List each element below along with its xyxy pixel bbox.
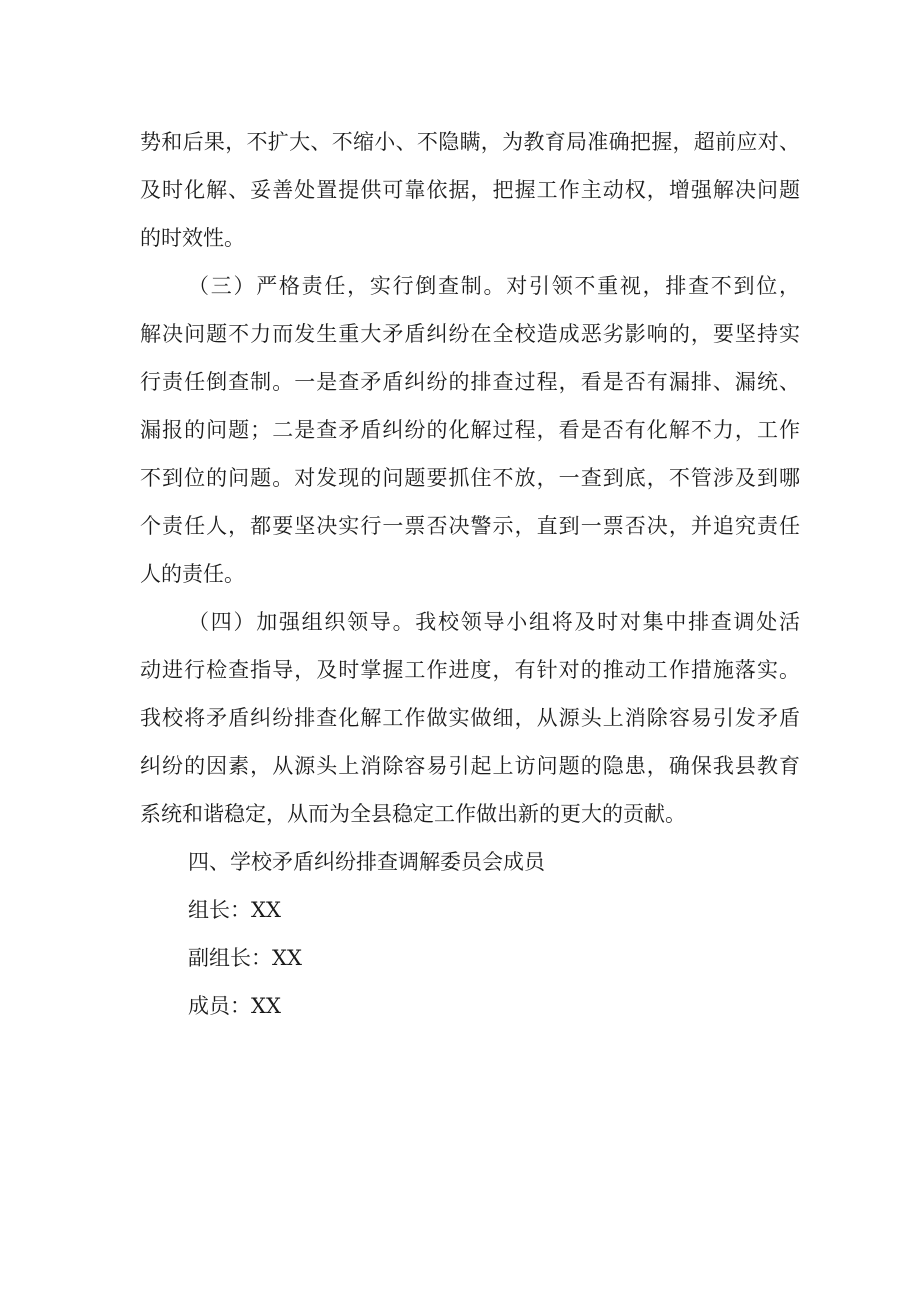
section-3-heading-line: （三）严格责任，实行倒查制。对引领不重视，排查不到位， [188, 274, 800, 298]
member-deputy-leader: 副组长：XX [188, 946, 302, 970]
text-line: 的时效性。 [140, 226, 245, 250]
text-line: 个责任人，都要坚决实行一票否决警示，直到一票否决，并追究责任 [140, 514, 800, 538]
text-line: 我校将矛盾纠纷排查化解工作做实做细，从源头上消除容易引发矛盾 [140, 706, 800, 730]
text-line: 不到位的问题。对发现的问题要抓住不放，一查到底，不管涉及到哪 [140, 466, 800, 490]
committee-heading: 四、学校矛盾纠纷排查调解委员会成员 [188, 850, 545, 874]
section-4-heading-line: （四）加强组织领导。我校领导小组将及时对集中排查调处活 [188, 610, 800, 634]
text-line: 解决问题不力而发生重大矛盾纠纷在全校造成恶劣影响的，要坚持实 [140, 322, 800, 346]
text-line: 纠纷的因素，从源头上消除容易引起上访问题的隐患，确保我县教育 [140, 754, 800, 778]
member-leader: 组长：XX [188, 898, 281, 922]
text-line: 及时化解、妥善处置提供可靠依据，把握工作主动权，增强解决问题 [140, 178, 800, 202]
text-line: 行责任倒查制。一是查矛盾纠纷的排查过程，看是否有漏排、漏统、 [140, 370, 800, 394]
text-line: 漏报的问题；二是查矛盾纠纷的化解过程，看是否有化解不力，工作 [140, 418, 800, 442]
member-members: 成员：XX [188, 994, 281, 1018]
text-line: 系统和谐稳定，从而为全县稳定工作做出新的更大的贡献。 [140, 802, 686, 826]
text-line: 势和后果，不扩大、不缩小、不隐瞒，为教育局准确把握，超前应对、 [140, 130, 800, 154]
text-line: 动进行检查指导，及时掌握工作进度，有针对的推动工作措施落实。 [140, 658, 800, 682]
text-line: 人的责任。 [140, 562, 245, 586]
